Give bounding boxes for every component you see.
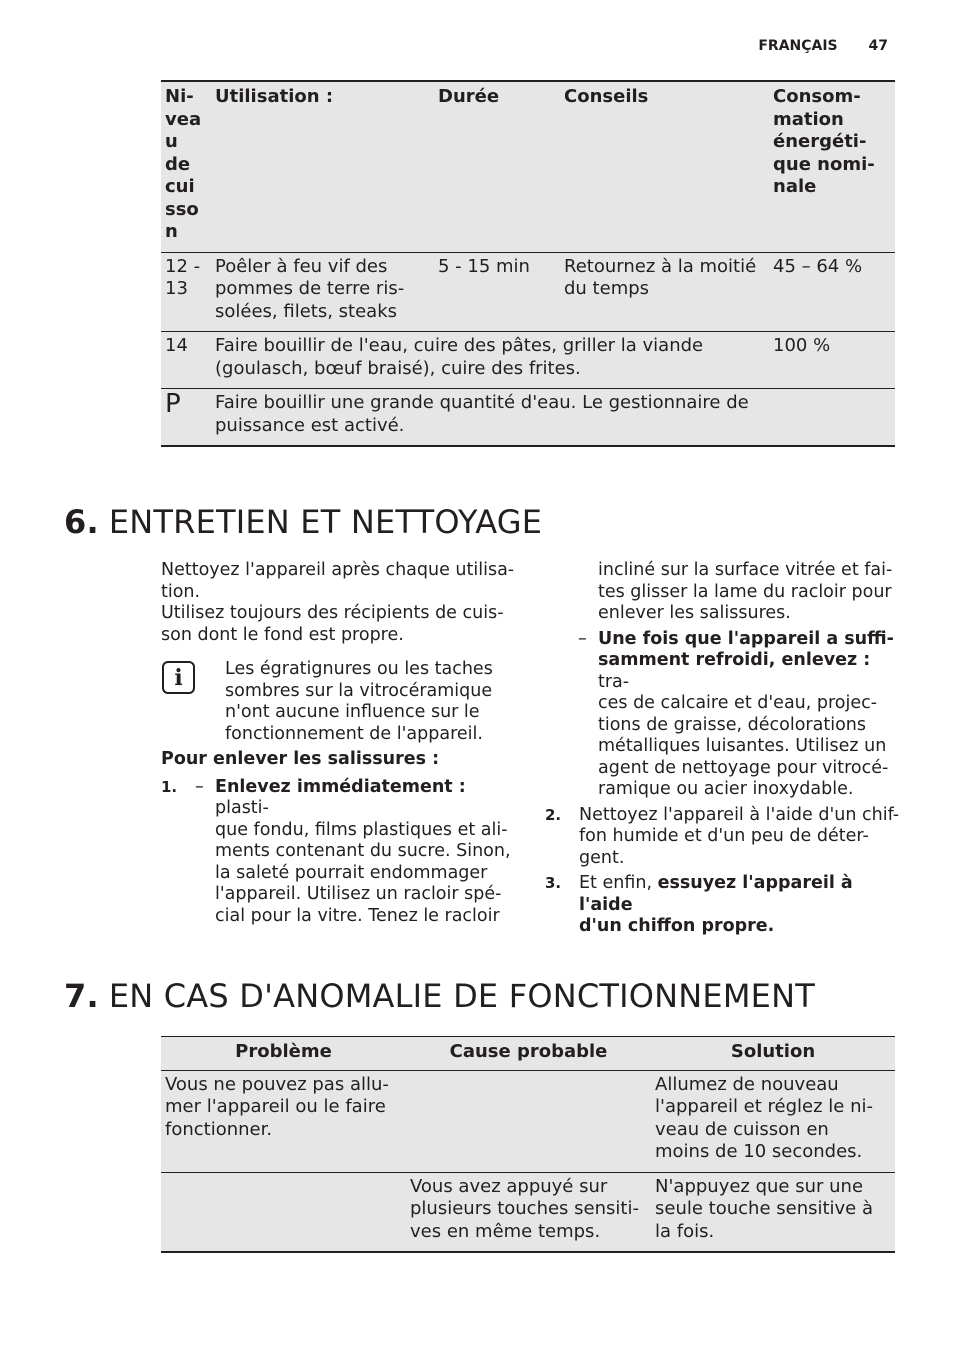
table-row — [161, 332, 895, 389]
section-title: EN CAS D'ANOMALIE DE FONCTIONNEMENT — [108, 977, 815, 1015]
table-cell: 12 - 13 — [161, 252, 211, 332]
header-cell: Ni- vea u de cui sso n — [161, 81, 211, 252]
table-cell — [769, 389, 895, 447]
header-cell: Solution — [651, 1037, 895, 1071]
table-header-row — [161, 81, 895, 252]
table-cell: Faire bouillir une grande quantité d'eau. Le gestionnaire de puissance est activé. — [211, 389, 769, 447]
item-text: tra- ces de calcaire et d'eau, projec- tions de graisse, décolorations métalliques luisantes. Utilisez un agent de nettoyage pour vitrocé- ramique ou acier inoxydable. — [598, 671, 889, 799]
item-number: 1. — [161, 777, 178, 796]
info-note — [161, 659, 521, 749]
table-row — [161, 252, 895, 332]
table-cell: Retournez à la moitié du temps — [560, 252, 769, 332]
section6-right-column — [545, 560, 905, 938]
page-number: 47 — [868, 38, 888, 54]
list-item — [545, 629, 905, 801]
power-boost-symbol: P — [161, 389, 211, 447]
table-cell: Faire bouillir de l'eau, cuire des pâtes, griller la viande (goulasch, bœuf braisé), cuire des frites. — [211, 332, 769, 389]
list-item — [161, 777, 521, 928]
info-icon: i — [162, 661, 195, 694]
dash-bullet: – — [195, 776, 204, 797]
header-cell: Conseils — [560, 81, 769, 252]
item-number: 2. — [545, 805, 562, 824]
section-title: ENTRETIEN ET NETTOYAGE — [108, 503, 543, 541]
table-cell: 14 — [161, 332, 211, 389]
section-heading-7 — [64, 977, 815, 1015]
info-note-text: Les égratignures ou les taches sombres sur la vitrocéramique n'ont aucune influence sur le fonctionnement de l'appareil. — [225, 659, 493, 744]
page-header — [758, 38, 888, 54]
troubleshooting-table — [161, 1036, 895, 1253]
header-cell: Durée — [434, 81, 560, 252]
item-number: 3. — [545, 874, 562, 892]
table-cell: 45 – 64 % — [769, 252, 895, 332]
section6-left-column — [161, 560, 521, 927]
table-cell — [406, 1070, 651, 1172]
header-cell: Consom- mation énergéti- que nomi- nale — [769, 81, 895, 252]
intro-paragraph: Nettoyez l'appareil après chaque utilisa- tion. — [161, 560, 515, 602]
table-row — [161, 1172, 895, 1252]
table-cell: Allumez de nouveau l'appareil et réglez le ni- veau de cuisson en moins de 10 secondes. — [651, 1070, 895, 1172]
item-bold-text: Enlevez immédiatement : — [215, 776, 466, 797]
table-cell — [161, 1172, 406, 1252]
section-language: FRANÇAIS — [758, 38, 838, 54]
subheading: Pour enlever les salissures : — [161, 749, 440, 769]
table-row — [161, 1070, 895, 1172]
table-header-row — [161, 1037, 895, 1071]
item-text: Et enfin, — [579, 873, 658, 893]
cooking-levels-table — [161, 80, 895, 447]
list-item — [545, 805, 905, 870]
header-cell: Utilisation : — [211, 81, 434, 252]
item-text: Nettoyez l'appareil à l'aide d'un chif- fon humide et d'un peu de déter- gent. — [579, 804, 900, 868]
table-row — [161, 389, 895, 447]
dash-bullet: – — [578, 628, 587, 649]
section-number: 6. — [64, 503, 99, 541]
intro-paragraph: Utilisez toujours des récipients de cuis- son dont le fond est propre. — [161, 603, 504, 645]
table-cell: Vous ne pouvez pas allu- mer l'appareil ou le faire fonctionner. — [161, 1070, 406, 1172]
header-cell: Problème — [161, 1037, 406, 1071]
table-cell: 100 % — [769, 332, 895, 389]
table-cell: Vous avez appuyé sur plusieurs touches sensiti- ves en même temps. — [406, 1172, 651, 1252]
list-item — [545, 873, 905, 938]
list-item-continued: incliné sur la surface vitrée et fai- tes glisser la lame du racloir pour enlever les salissures. — [598, 560, 893, 623]
table-cell: Poêler à feu vif des pommes de terre ris- solées, filets, steaks — [211, 252, 434, 332]
item-bold-text: essuyez l'appareil à l'aide d'un chiffon propre. — [579, 873, 853, 936]
table-cell: 5 - 15 min — [434, 252, 560, 332]
section-heading-6 — [64, 503, 542, 541]
item-bold-text: Une fois que l'appareil a suffi- samment refroidi, enlevez : — [598, 628, 894, 670]
table-cell: N'appuyez que sur une seule touche sensitive à la fois. — [651, 1172, 895, 1252]
item-text: plasti- — [215, 798, 269, 818]
section-number: 7. — [64, 977, 99, 1015]
item-text: que fondu, films plastiques et ali- ments contenant du sucre. Sinon, la saleté pourrait endommager l'appareil. Utilisez un racloir spé- cial pour la vitre. Tenez le racloir — [215, 819, 511, 926]
header-cell: Cause probable — [406, 1037, 651, 1071]
